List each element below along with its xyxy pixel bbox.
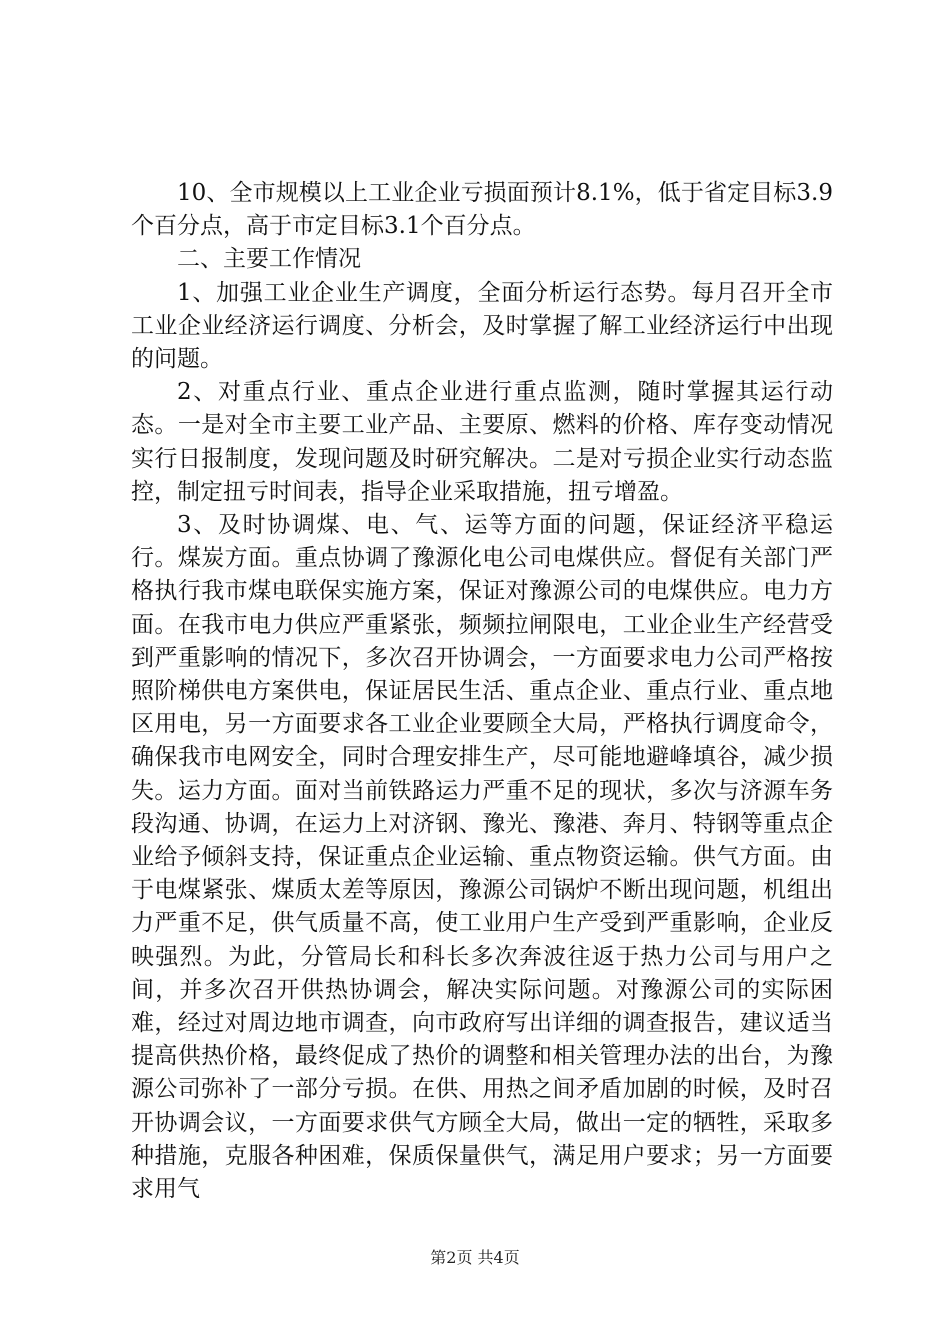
document-body	[131, 177, 833, 1206]
page-footer: 第2页 共4页	[430, 1248, 520, 1267]
section-heading-main-work: 二、主要工作情况	[177, 246, 361, 273]
paragraph-item-1: 1、加强工业企业生产调度，全面分析运行态势。每月召开全市工业企业经济运行调度、分析会，及时掌握了解工业经济运行中出现的问题。	[131, 279, 833, 373]
paragraph-item-2: 2、对重点行业、重点企业进行重点监测，随时掌握其运行动态。一是对全市主要工业产品、主要原、燃料的价格、库存变动情况实行日报制度，发现问题及时研究解决。二是对亏损企业实行动态监控，制定扭亏时间表，指导企业采取措施，扭亏增盈。	[131, 379, 833, 505]
paragraph-target-10: 10、全市规模以上工业企业亏损面预计8.1%，低于省定目标3.9个百分点，高于市定目标3.1个百分点。	[131, 180, 833, 240]
paragraph-item-3: 3、及时协调煤、电、气、运等方面的问题，保证经济平稳运行。煤炭方面。重点协调了豫源化电公司电煤供应。督促有关部门严格执行我市煤电联保实施方案，保证对豫源公司的电煤供应。电力方面。在我市电力供应严重紧张，频频拉闸限电，工业企业生产经营受到严重影响的情况下，多次召开协调会，一方面要求电力公司严格按照阶梯供电方案供电，保证居民生活、重点企业、重点行业、重点地区用电，另一方面要求各工业企业要顾全大局，严格执行调度命令，确保我市电网安全，同时合理安排生产，尽可能地避峰填谷，减少损失。运力方面。面对当前铁路运力严重不足的现状，多次与济源车务段沟通、协调，在运力上对济钢、豫光、豫港、奔月、特钢等重点企业给予倾斜支持，保证重点企业运输、重点物资运输。供气方面。由于电煤紧张、煤质太差等原因，豫源公司锅炉不断出现问题，机组出力严重不足，供气质量不高，使工业用户生产受到严重影响，企业反映强烈。为此，分管局长和科长多次奔波往返于热力公司与用户之间，并多次召开供热协调会，解决实际问题。对豫源公司的实际困难，经过对周边地市调查，向市政府写出详细的调查报告，建议适当提高供热价格，最终促成了热价的调整和相关管理办法的出台，为豫源公司弥补了一部分亏损。在供、用热之间矛盾加剧的时候，及时召开协调会议，一方面要求供气方顾全大局，做出一定的牺牲，采取多种措施，克服各种困难，保质保量供气，满足用户要求；另一方面要求用气	[131, 512, 833, 1203]
